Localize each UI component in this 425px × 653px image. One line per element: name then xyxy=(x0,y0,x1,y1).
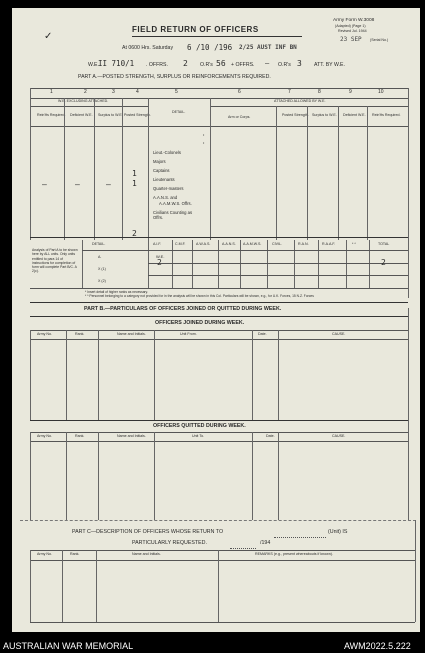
form-note-1: (Adapted) (Page 1) xyxy=(335,24,366,28)
plus-offrs-label: + OFFRS. xyxy=(231,62,255,68)
quitted-title: OFFICERS QUITTED DURING WEEK. xyxy=(153,423,246,429)
deficient-entry: – xyxy=(75,180,80,189)
unit-stamp: 2/25 AUST INF BN xyxy=(239,44,297,51)
ors-value: 56 xyxy=(216,59,226,68)
date-stamp: 23 SEP xyxy=(340,36,362,43)
part-c-title-1-end: (Unit) IS xyxy=(328,529,348,535)
ors2-label: O.R's xyxy=(278,62,291,68)
group-right-label: ATTACHED ALLOWED BY W.E. xyxy=(274,99,326,103)
part-c-title-1: PART C—DESCRIPTION OF OFFICERS WHOSE RETURN TO xyxy=(72,529,224,535)
we-value: II 710/1 xyxy=(98,59,135,68)
part-a-title: PART A.—POSTED STRENGTH, SURPLUS OR REINFORCEMENTS REQUIRED. xyxy=(78,74,271,80)
form-title: FIELD RETURN OF OFFICERS xyxy=(132,25,259,34)
part-b-title: PART B.—PARTICULARS OF OFFICERS JOINED OR QUITTED DURING WEEK. xyxy=(84,306,282,312)
posted-lieutenants: 1 xyxy=(132,179,137,188)
ors-label: O.R's xyxy=(200,62,213,68)
posted-total: 2 xyxy=(132,229,137,238)
at-label: At 0600 Hrs. Saturday xyxy=(122,45,174,51)
army-form-label: Army Form W.3008 xyxy=(333,18,375,23)
plus-offrs-value: — xyxy=(265,59,270,67)
ors2-value: 3 xyxy=(297,59,302,68)
surplus-entry: – xyxy=(106,180,111,189)
check-mark: ✓ xyxy=(44,31,53,42)
offrs-value: 2 xyxy=(183,59,188,68)
archive-footer xyxy=(0,636,425,653)
joined-title: OFFICERS JOINED DURING WEEK. xyxy=(155,320,245,326)
archive-name: AUSTRALIAN WAR MEMORIAL xyxy=(3,641,134,651)
we-label: W.E. xyxy=(88,62,99,68)
footnote-2: * * Personnel belonging to a category not provided for in the analysis will be shown in this Col. Particulars will be shown, e.g., for U.K. Forces, 15 N.Z. Forces xyxy=(85,294,314,298)
att-label: ATT. BY W.E. xyxy=(314,62,345,68)
analysis-note: Analysis of Part A to be shown here by ALL units. Only units entitled to para 14 of instructions for completion of form will complete Part B/C. A 2(c). xyxy=(32,248,78,274)
total-value: 2 xyxy=(381,258,386,267)
archive-id: AWM2022.5.222 xyxy=(344,641,411,651)
offrs-label: . OFFRS. xyxy=(146,62,168,68)
aif-value: 2 xyxy=(157,258,162,267)
at-value: 6 /10 /196 xyxy=(187,43,233,52)
serial-no-label: (Serial No.) xyxy=(370,38,389,42)
posted-captains: 1 xyxy=(132,169,137,178)
part-c-title-2-end: /194 xyxy=(260,540,271,546)
group-left-label: W.E. EXCLUDING ATTACHED. xyxy=(58,99,109,103)
reinf-entry: – xyxy=(42,180,47,189)
part-c-title-2: PARTICULARLY REQUESTED. xyxy=(132,540,207,546)
form-note-2: Revised Jul. 1944 xyxy=(338,29,367,33)
form-page: ✓ FIELD RETURN OF OFFICERS Army Form W.3008 (Adapted) (Page 1) Revised Jul. 1944 23 SEP (Serial No.) At 0600 Hrs. Saturday 6 /10 /196 2/25 AUST INF BN W.E. II 710/1 . OFFRS. 2 O.R's 56 + OFFRS. — O.R's 3 ATT. BY W.E. PART A.—POSTED STRENGTH, SURPLUS OR REINFORCEMENTS REQUIRED. 1 2 3 4 5 6 7 8 9 10 W.E. EXCLUDING ATTACHED. ATTACHED ALLOWED BY W.E. Rein'fts Required. Deficient W.E. Surplus to W.E. Posted Strength. DETAIL. Arm or Corps. Posted Strength. Surplus to W.E. Deficient W.E. Rein'fts Required. Lieut.-Colonels Majors Captains Lieutenants Quarter-masters A.A.N.S. and A.A.M.W.S. Offrs. Civilians Counting as Offrs. • • – – – 1 1 2 Analysis of Part A to be shown here by ALL units. Only units entitled to para 14 of instructions for completion of form will complete Part B/C. A 2(c). DETAIL. A. X (1) X (2) A.I.F. C.M.F. A.W.A.S. A.A.N.S. A.A.M.W.S. CIVIL. R.A.N. R.A.A.F. * * TOTAL W.E. 2 2 * Insert detail of higher ranks as necessary. * * Personnel belonging to a category not provided for in the analysis will be shown in this Col. Particulars will be shown, e.g., for U.K. Forces, 15 N.Z. Forces PART B.—PARTICULARS OF OFFICERS JOINED OR QUITTED DURING WEEK. OFFICERS JOINED DURING WEEK. Army No. Rank. Name and Initials. Unit From. Date. CAUSE. OFFICERS QUITTED DURING WEEK. Army No. Rank. Name and Initials. Unit To. Date. CAUSE. PART C—DESCRIPTION OF OFFICERS WHOSE RETURN TO (Unit) IS PARTICULARLY REQUESTED. /194 Army No. Rank. Name and Initials. REMARKS (e.g., present whereabouts if known). xyxy=(12,8,420,632)
footnote-1: * Insert detail of higher ranks as necessary. xyxy=(85,290,148,294)
